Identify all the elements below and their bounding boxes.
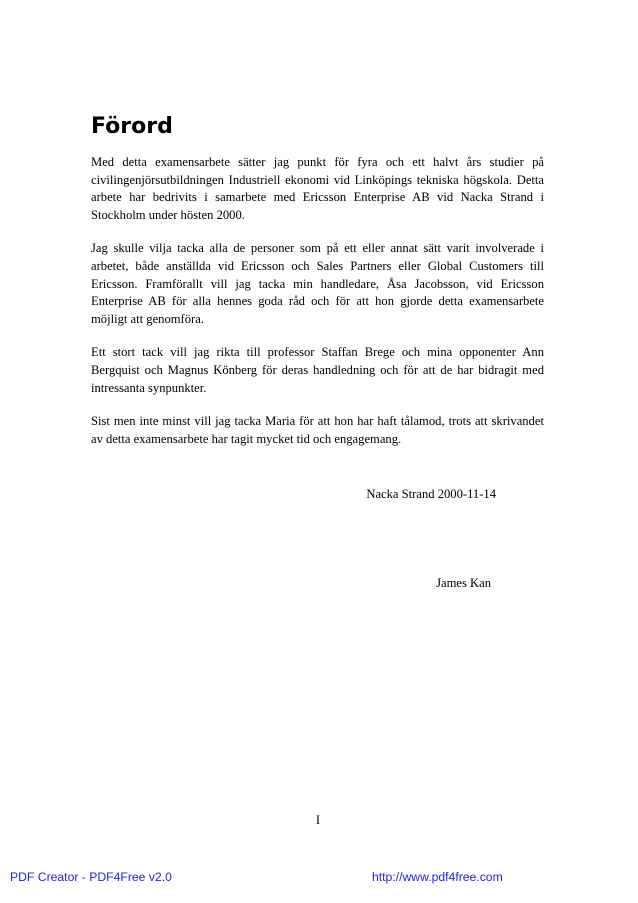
- paragraph-2: Jag skulle vilja tacka alla de personer som på ett eller annat sätt varit involverade i arbetet, både anställda vid Ericsson och Sales Partners eller Global Customers till Ericsson. Framförallt vill jag tacka min handledare, Åsa Jacobsson, vid Ericsson Enterprise AB för alla hennes goda råd och för att hon gjorde detta examensarbete möjligt att genomföra.: [91, 241, 544, 326]
- pdf-creator-footer: PDF Creator - PDF4Free v2.0: [10, 870, 172, 884]
- page-title: Förord: [91, 114, 173, 139]
- pdf4free-link[interactable]: http://www.pdf4free.com: [372, 870, 503, 884]
- paragraph-4: Sist men inte minst vill jag tacka Maria för att hon har haft tålamod, trots att skrivandet av detta examensarbete har tagit mycket tid och engagemang.: [91, 414, 544, 446]
- page-number: I: [315, 813, 321, 827]
- preface-body: [91, 154, 544, 464]
- paragraph-1: Med detta examensarbete sätter jag punkt för fyra och ett halvt års studier på civilingenjörsutbildningen Industriell ekonomi vid Linköpings tekniska högskola. Detta arbete har bedrivits i samarbete med Ericsson Enterprise AB vid Nacka Strand i Stockholm under hösten 2000.: [91, 155, 544, 222]
- place-date: Nacka Strand 2000-11-14: [366, 487, 496, 501]
- paragraph-3: Ett stort tack vill jag rikta till professor Staffan Brege och mina opponenter Ann Bergquist och Magnus Könberg för deras handledning och för att de har bidragit med intressanta synpunkter.: [91, 345, 544, 395]
- author-name: James Kan: [436, 576, 491, 590]
